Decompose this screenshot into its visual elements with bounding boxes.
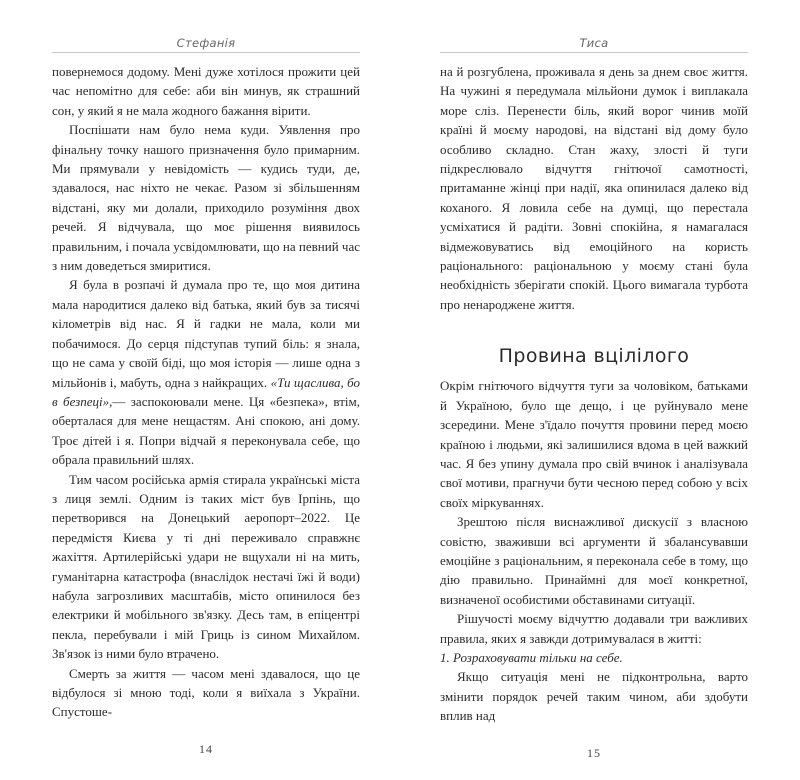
numbered-rule [440, 648, 748, 667]
page-number: 14 [199, 741, 213, 756]
paragraph-text: ,— заспокоювали мене. Ця «безпека», втім, оберталася для мене нещастям. Ані спокою, ані дому. Троє дітей і я. Попри відчай я переконувала себе, що обрала правильний шлях. [52, 393, 361, 468]
paragraph: повернемося додому. Мені дуже хотілося прожити цей час непомітно для себе: аби він минув, як страшний сон, у який я не мала жодного бажання вірити. [52, 64, 360, 118]
running-header: Тиса [440, 36, 748, 53]
paragraph: Рішучості моєму відчуттю додавали три важливих правила, яких я завжди дотримувалася в житті: [440, 611, 748, 646]
page-body [52, 62, 360, 722]
paragraph: Окрім гнітючого відчуття туги за чоловіком, батьками й Україною, було ще дещо, і це руйнувало мене зсередини. Мене з'їдало почуття провини перед моєю країною і людьми, які залишилися вдома в цей важкий час. Я без упину думала про свій вчинок і аналізувала свої мотиви, прагнучи бути чесною перед собою у всіх своїх міркуваннях. [440, 378, 748, 510]
page-body [440, 62, 748, 726]
italic-quote: «Ти щаслива, бо в безпеці» [52, 374, 360, 409]
page-number: 15 [587, 745, 601, 760]
rule-number: 1. [440, 649, 450, 665]
paragraph: на й розгублена, проживала я день за днем своє життя. На чужині я передумала мільйони думок і виплакала море сліз. Перенести біль, який ворог чинив моїй країні й моєму народові, на відстані від дому було особливо складно. Стан жаху, злості й туги підкреслювало відчуття гнітючої самотності, притаманне жінці при надії, яка опинилася далеко від коханого. Я ловила себе на думці, що перестала усміхатися й радіти. Зовні спокійна, я намагалася відмежовуватись від емоційного на користь раціонального: раціональною у моєму стані була необхідність зберігати спокій. Цього вимагала турбота про ненароджене життя. [440, 64, 748, 312]
paragraph: Поспішати нам було нема куди. Уявлення про фінальну точку нашого призначення було примарним. Ми прямували у невідомість — кудись туди, де, здавалося, нас ніхто не чекає. Разом зі збільшенням відстані, яку ми долали, приходило розуміння двох речей. Я відчувала, що моє рішення виявилось правильним, і почала усвідомлювати, що на певний час з ним доведеться змиритися. [52, 122, 360, 274]
running-header: Стефанія [52, 36, 360, 53]
paragraph [52, 275, 360, 469]
section-heading: Провина вцілілого [498, 345, 690, 368]
right-page [400, 0, 800, 780]
paragraph-text: Я була в розпачі й думала про те, що моя дитина мала народитися далеко від батька, який був за тисячі кілометрів від нас. Я й гадки не мала, коли ми побачимося. До серця підступав тупий біль: я знала, що не сама у своїй біді, що моя історія — лише одна з мільйонів і, мабуть, одна з найкращих. [52, 277, 360, 390]
rule-title: Розраховувати тільки на себе. [453, 649, 623, 665]
paragraph: Зрештою після виснажливої дискусії з власною совістю, зваживши всі аргументи й збалансувавши емоційне з раціональним, я переконала себе в тому, що дію правильно. Принаймні для моєї конкретної, визначеної особистими обставинами ситуації. [440, 514, 748, 607]
paragraph: Смерть за життя — часом мені здавалося, що це відбулося зі мною тоді, коли я виїхала з України. Спустоше- [52, 665, 360, 720]
rule-text: Якщо ситуація мені не підконтрольна, варто змінити порядок речей таким чином, аби здобути вплив над [440, 669, 748, 724]
paragraph: Тим часом російська армія стирала українські міста з лиця землі. Одним із таких міст був Ірпінь, що перетворився на Донецький аеропорт–2022. Це передмістя Києва у ті дні переживало справжнє жахіття. Артилерійські удари не вщухали ні на мить, гуманітарна катастрофа (внаслідок нестачі їжі й води) набула загрозливих масштабів, місто опинилося без електрики й мобільного зв'язку. Десь там, в епіцентрі пекла, перебували і мій Гриць із сином Михайлом. Зв'язок із ними було втрачено. [52, 471, 360, 662]
